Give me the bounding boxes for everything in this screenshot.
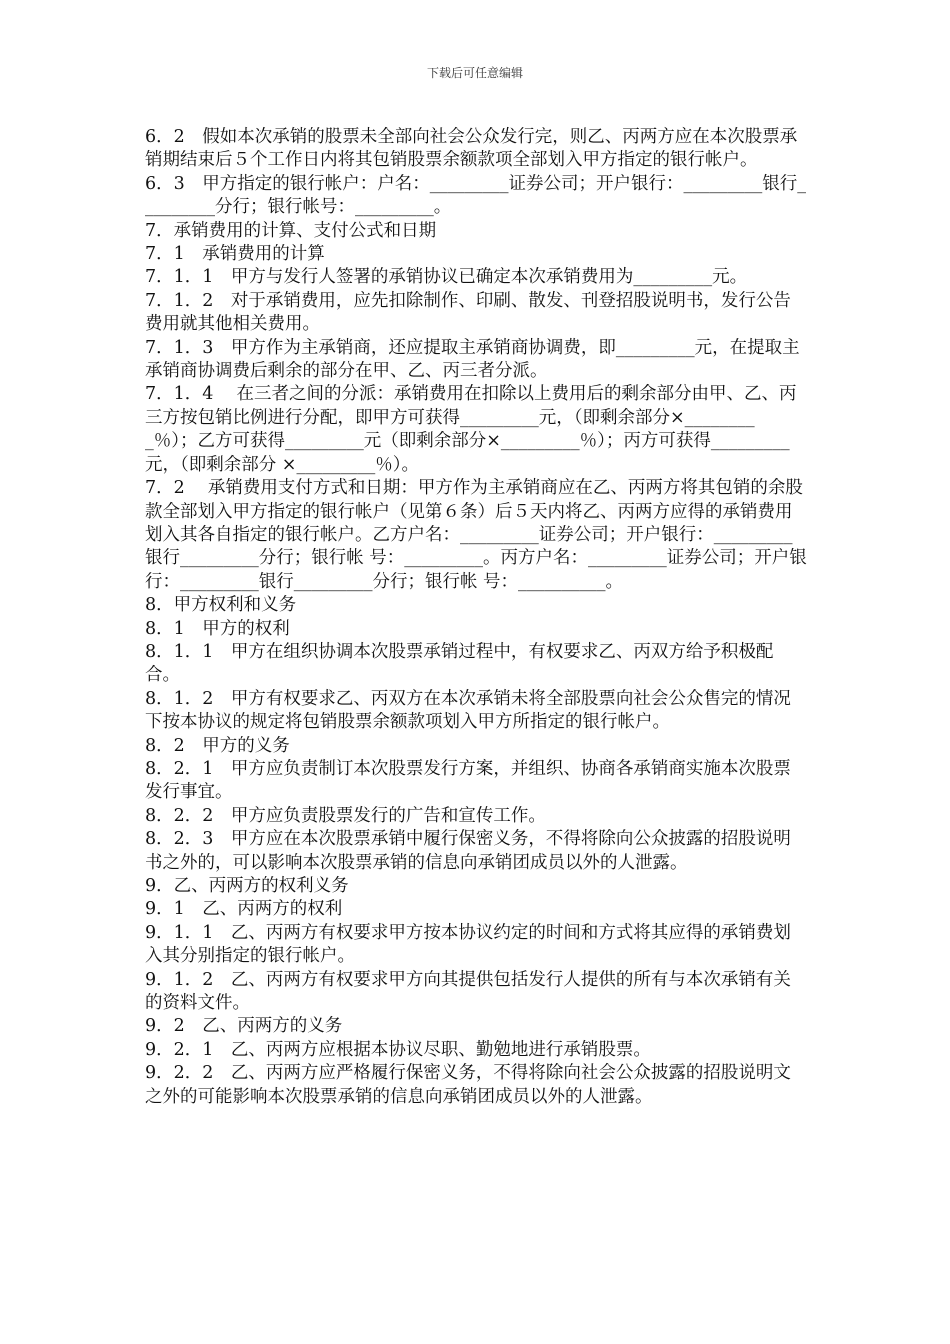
clause-9-2-2: 9．2．2 乙、丙两方应严格履行保密义务，不得将除向社会公众披露的招股说明文之外的可能影响本次股票承销的信息向承销团成员以外的人泄露。: [145, 1063, 791, 1107]
section-9-heading: 9．乙、丙两方的权利义务: [145, 876, 349, 896]
clause-8-1-1: 8．1．1 甲方在组织协调本次股票承销过程中，有权要求乙、丙双方给予积极配合。: [145, 641, 774, 686]
clause-7-1-3: 7．1．3 甲方作为主承销商，还应提取主承销商协调费，即_________元，在提取主承销商协调费后剩余的部分在甲、乙、丙三者分派。: [145, 337, 800, 382]
clause-7-1-2: 7．1．2 对于承销费用，应先扣除制作、印刷、散发、刊登招股说明书，发行公告费用就其他相关费用。: [145, 290, 791, 335]
clause-8-1-2: 8．1．2 甲方有权要求乙、丙双方在本次承销未将全部股票向社会公众售完的情况下按本协议的规定将包销股票余额款项划入甲方所指定的银行帐户。: [145, 688, 791, 733]
clause-9-1-1: 9．1．1 乙、丙两方有权要求甲方按本协议约定的时间和方式将其应得的承销费划入其分别指定的银行帐户。: [145, 922, 791, 967]
page-header: 下载后可任意编辑: [426, 66, 523, 80]
document-body: [145, 126, 807, 1109]
clause-8-2-1: 8．2．1 甲方应负责制订本次股票发行方案，并组织、协商各承销商实施本次股票发行事宜。: [145, 758, 791, 803]
clause-9-2: 9．2 乙、丙两方的义务: [145, 1016, 343, 1037]
clause-6-3: 6．3 甲方指定的银行帐户：户名：_________证券公司；开户银行：_________银行_________分行；银行帐号：_________。: [145, 173, 807, 218]
clause-8-2-2: 8．2．2 甲方应负责股票发行的广告和宣传工作。: [145, 805, 546, 826]
clause-6-2: 6．2 假如本次承销的股票未全部向社会公众发行完，则乙、丙两方应在本次股票承销期结束后５个工作日内将其包销股票余额款项全部划入甲方指定的银行帐户。: [145, 127, 798, 171]
clause-7-2: 7．2 承销费用支付方式和日期：甲方作为主承销商应在乙、丙两方将其包销的余股款全部划入甲方指定的银行帐户（见第６条）后５天内将乙、丙两方应得的承销费用 划入其各自指定的银行帐户。乙方户名：_________证券公司；开户银行：_________银行_________分行；银行帐 号：_________。丙方户名：_________证券公司；开户银行：_________银行_________分行；银行帐 号：__________。: [145, 478, 807, 592]
clause-9-2-1: 9．2．1 乙、丙两方应根据本协议尽职、勤勉地进行承销股票。: [145, 1039, 651, 1060]
clause-9-1: 9．1 乙、丙两方的权利: [145, 899, 343, 920]
section-8-heading: 8．甲方权利和义务: [145, 595, 297, 616]
clause-7-1-1: 7．1．1 甲方与发行人签署的承销协议已确定本次承销费用为_________元。: [145, 267, 748, 288]
clause-8-2: 8．2 甲方的义务: [145, 735, 290, 756]
clause-7-1-4: 7．1．4 在三者之间的分派：承销费用在扣除以上费用后的剩余部分由甲、乙、丙三方按包销比例进行分配，即甲方可获得_________元，（即剩余部分×_________％）；乙方可获得_________元（即剩余部分×_________％）；丙方可获得_________元，（即剩余部分 ×_________％）。: [145, 384, 797, 475]
clause-8-2-3: 8．2．3 甲方应在本次股票承销中履行保密义务，不得将除向公众披露的招股说明书之外的，可以影响本次股票承销的信息向承销团成员以外的人泄露。: [145, 829, 791, 873]
clause-8-1: 8．1 甲方的权利: [145, 618, 290, 639]
clause-7-1: 7．1 承销费用的计算: [145, 244, 325, 265]
section-7-heading: 7．承销费用的计算、支付公式和日期: [145, 220, 437, 241]
clause-9-1-2: 9．1．2 乙、丙两方有权要求甲方向其提供包括发行人提供的所有与本次承销有关的资料文件。: [145, 969, 791, 1014]
